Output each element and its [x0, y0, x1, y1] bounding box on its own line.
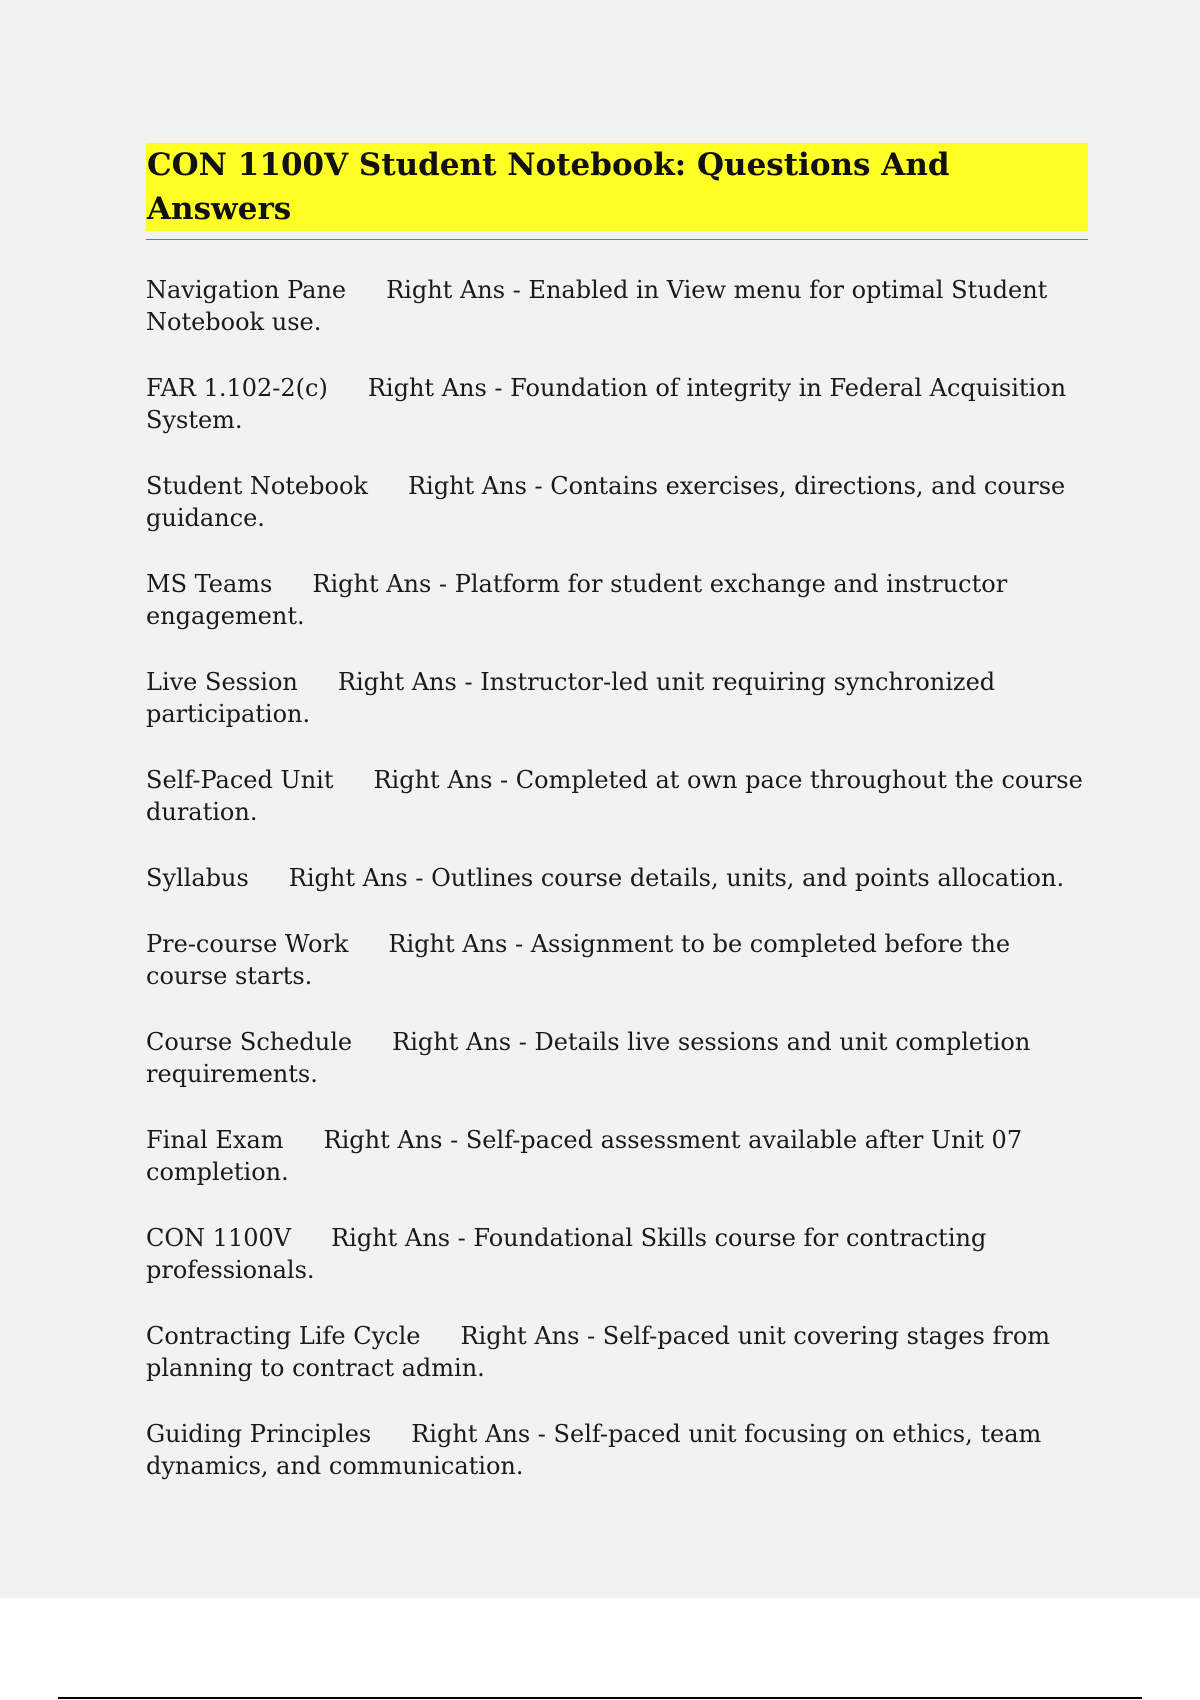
qa-answer: Foundation of integrity in Federal Acquisition System.	[146, 374, 1067, 434]
qa-term: Course Schedule	[146, 1028, 353, 1056]
qa-term: FAR 1.102-2(c)	[146, 374, 328, 402]
qa-answer-prefix: Right Ans -	[312, 570, 455, 598]
qa-term: Live Session	[146, 668, 298, 696]
qa-term: Contracting Life Cycle	[146, 1322, 421, 1350]
qa-answer-prefix: Right Ans -	[331, 1224, 474, 1252]
qa-term: Navigation Pane	[146, 276, 347, 304]
qa-term: CON 1100V	[146, 1224, 292, 1252]
qa-item	[146, 1222, 1088, 1286]
qa-item	[146, 1418, 1088, 1482]
qa-answer: Enabled in View menu for optimal Student Notebook use.	[146, 276, 1048, 336]
qa-answer: Instructor-led unit requiring synchronized participation.	[146, 668, 996, 728]
qa-item	[146, 372, 1088, 436]
qa-answer: Self-paced assessment available after Unit 07 completion.	[146, 1126, 1023, 1186]
document-content	[146, 143, 1088, 1516]
qa-item	[146, 274, 1088, 338]
qa-term: Syllabus	[146, 864, 249, 892]
qa-answer-prefix: Right Ans -	[367, 374, 511, 402]
qa-answer-prefix: Right Ans -	[392, 1028, 535, 1056]
qa-answer: Self-paced unit covering stages from planning to contract admin.	[146, 1322, 1051, 1382]
qa-item	[146, 470, 1088, 534]
qa-term: Guiding Principles	[146, 1420, 372, 1448]
qa-item	[146, 1026, 1088, 1090]
qa-term: Final Exam	[146, 1126, 284, 1154]
qa-answer: Platform for student exchange and instructor engagement.	[146, 570, 1008, 630]
qa-answer-prefix: Right Ans -	[388, 930, 531, 958]
qa-answer-prefix: Right Ans -	[337, 668, 481, 696]
qa-term: Self-Paced Unit	[146, 766, 334, 794]
qa-answer: Self-paced unit focusing on ethics, team dynamics, and communication.	[146, 1420, 1042, 1480]
qa-term: MS Teams	[146, 570, 273, 598]
qa-answer-prefix: Right Ans -	[407, 472, 551, 500]
qa-answer-prefix: Right Ans -	[373, 766, 516, 794]
qa-answer: Completed at own pace throughout the course duration.	[146, 766, 1083, 826]
document-title: CON 1100V Student Notebook: Questions And Answers	[146, 143, 1088, 231]
qa-answer-prefix: Right Ans -	[411, 1420, 554, 1448]
qa-answer: Assignment to be completed before the course starts.	[146, 930, 1011, 990]
qa-answer-prefix: Right Ans -	[386, 276, 529, 304]
qa-answer: Contains exercises, directions, and course guidance.	[146, 472, 1066, 532]
footer-divider	[58, 1697, 1142, 1699]
qa-item	[146, 568, 1088, 632]
qa-answer: Foundational Skills course for contracting professionals.	[146, 1224, 987, 1284]
qa-item	[146, 1320, 1088, 1384]
title-block	[146, 143, 1088, 240]
qa-list	[146, 274, 1088, 1482]
qa-answer: Details live sessions and unit completion requirements.	[146, 1028, 1031, 1088]
qa-answer-prefix: Right Ans -	[323, 1126, 466, 1154]
qa-item	[146, 1124, 1088, 1188]
qa-item	[146, 928, 1088, 992]
qa-answer-prefix: Right Ans -	[460, 1322, 603, 1350]
qa-item	[146, 764, 1088, 828]
qa-term: Pre-course Work	[146, 930, 349, 958]
qa-answer-prefix: Right Ans -	[288, 864, 432, 892]
qa-item	[146, 666, 1088, 730]
qa-answer: Outlines course details, units, and points allocation.	[431, 864, 1065, 892]
qa-item	[146, 862, 1088, 894]
qa-term: Student Notebook	[146, 472, 368, 500]
